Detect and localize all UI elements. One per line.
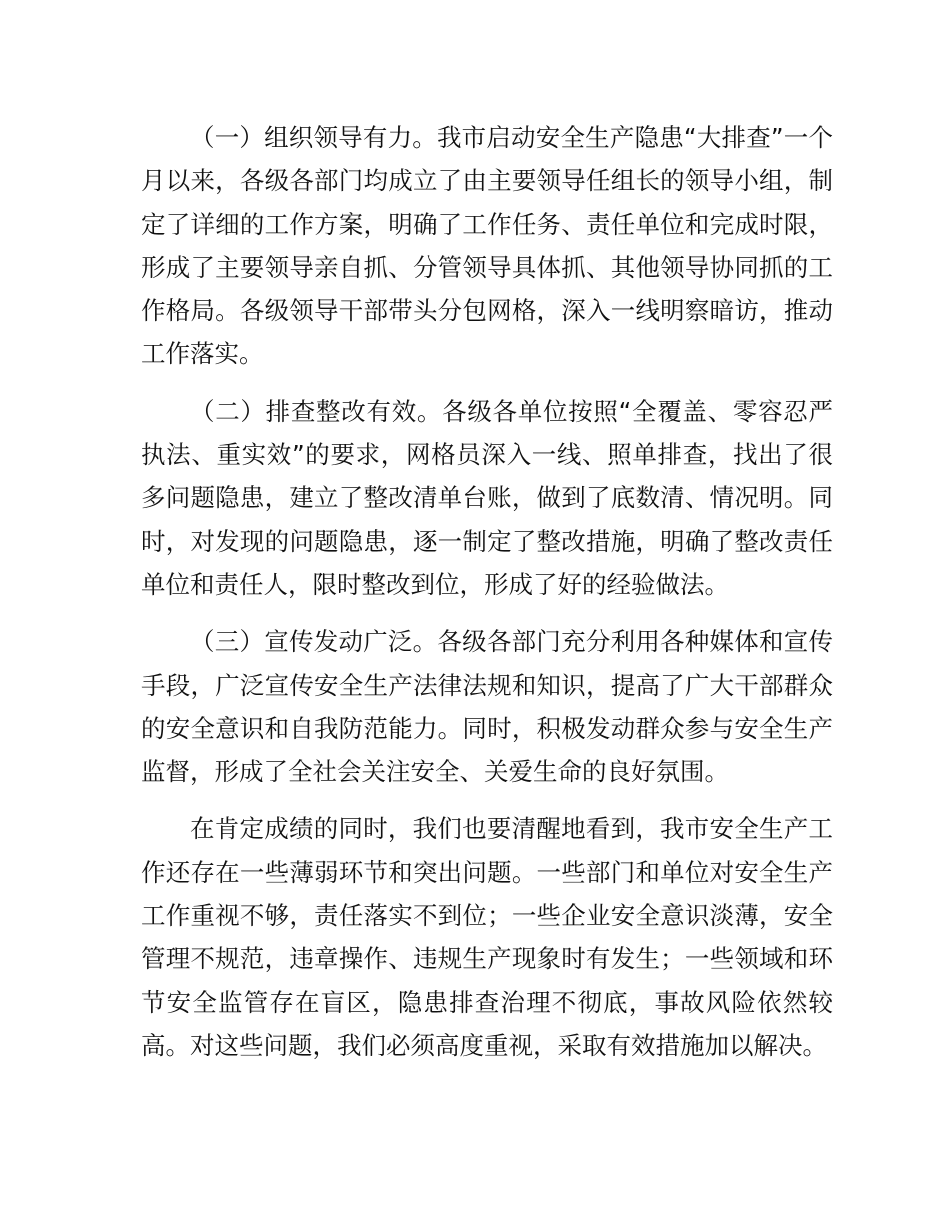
paragraph-organization-leadership: （一）组织领导有力。我市启动安全生产隐患“大排查”一个月以来，各级各部门均成立了由主要领导任组长的领导小组，制定了详细的工作方案，明确了工作任务、责任单位和完成时限，形成了主要领导亲自抓、分管领导具体抓、其他领导协同抓的工作格局。各级领导干部带头分包网格，深入一线明察暗访，推动工作落实。 — [141, 123, 833, 369]
document-body — [141, 116, 833, 1067]
paragraph-publicity-mobilization: （三）宣传发动广泛。各级各部门充分利用各种媒体和宣传手段，广泛宣传安全生产法律法规和知识，提高了广大干部群众的安全意识和自我防范能力。同时，积极发动群众参与安全生产监督，形成了全社会关注安全、关爱生命的良好氛围。 — [141, 627, 833, 787]
paragraph-inspection-rectification: （二）排查整改有效。各级各单位按照“全覆盖、零容忍严执法、重实效”的要求，网格员深入一线、照单排查，找出了很多问题隐患，建立了整改清单台账，做到了底数清、情况明。同时，对发现的问题隐患，逐一制定了整改措施，明确了整改责任单位和责任人，限时整改到位，形成了好的经验做法。 — [141, 396, 833, 599]
paragraph-problems-remaining: 在肯定成绩的同时，我们也要清醒地看到，我市安全生产工作还存在一些薄弱环节和突出问题。一些部门和单位对安全生产工作重视不够，责任落实不到位；一些企业安全意识淡薄，安全管理不规范，违章操作、违规生产现象时有发生；一些领域和环节安全监管存在盲区，隐患排查治理不彻底，事故风险依然较高。对这些问题，我们必须高度重视，采取有效措施加以解决。 — [141, 814, 833, 1060]
